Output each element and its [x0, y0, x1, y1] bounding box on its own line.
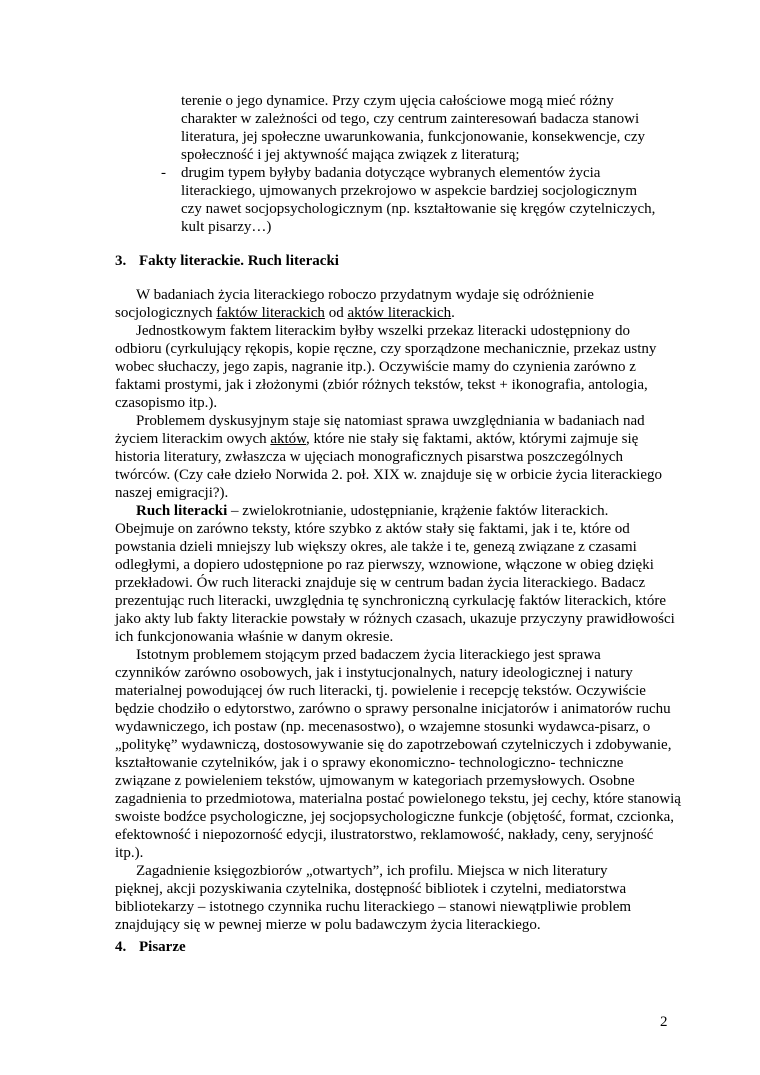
text-line: wydawniczego, ich postaw (np. mecenasostwo), o wzajemne stosunki wydawca-pisarz, o	[115, 719, 651, 735]
text-line: kształtowanie czytelników, jak i o sprawy ekonomiczno- technologiczno- techniczne	[115, 755, 624, 771]
text-line: historia literatury, zwłaszcza w ujęciach monograficznych pisarstwa poszczególnych	[115, 449, 623, 465]
text-line: naszej emigracji?).	[115, 485, 229, 501]
text-line: charakter w zależności od tego, czy centrum zainteresowań badacza stanowi	[181, 111, 640, 127]
text-line: ich funkcjonowania właśnie w danym okresie.	[115, 629, 394, 645]
term-akty: aktów	[270, 431, 307, 447]
text-line: zagadnienia to przedmiotowa, materialna postać powielonego tekstu, jej cechy, które stanowią	[115, 791, 681, 807]
page-number: 2	[660, 1014, 668, 1030]
section-number: 3.	[115, 253, 127, 269]
text-line: Obejmuje on zarówno teksty, które szybko z aktów stały się faktami, jak i te, które od	[115, 521, 630, 537]
text-line	[115, 304, 455, 322]
text-line: Jednostkowym faktem literackim byłby wszelki przekaz literacki udostępniony do	[136, 323, 631, 339]
text-line: będzie chodziło o edytorstwo, zarówno o sprawy personalne inicjatorów i animatorów ruchu	[115, 701, 671, 717]
text-span: życiem literackim owych	[115, 431, 271, 447]
text-line: prezentując ruch literacki, uwzględnia tę synchroniczną cyrkulację faktów literackich, które	[115, 593, 666, 609]
text-line: przekładowi. Ów ruch literacki znajduje się w centrum badan życia literackiego. Badacz	[115, 575, 646, 591]
text-line: terenie o jego dynamice. Przy czym ujęcia całościowe mogą mieć różny	[181, 93, 614, 109]
text-span: od	[324, 305, 348, 321]
term-fakty-literackie: faktów literackich	[216, 305, 325, 321]
text-line: Istotnym problemem stojącym przed badaczem życia literackiego jest sprawa	[136, 647, 601, 663]
text-line: efektowność i niepozorność edycji, ilustratorstwo, reklamowość, nakłady, ceny, seryjność	[115, 827, 654, 843]
text-line: odległymi, a dopiero udostępnione po raz pierwszy, wznowione, włączone w obieg dzięki	[115, 557, 654, 573]
text-line: odbioru (cyrkulujący rękopis, kopie ręczne, czy sporządzone mechanicznie, przekaz ustny	[115, 341, 657, 357]
section-title: Pisarze	[139, 939, 186, 955]
text-span: socjologicznych	[115, 305, 217, 321]
text-line: społeczność i jej aktywność mająca związek z literaturą;	[181, 147, 520, 163]
bullet-marker: -	[161, 165, 166, 181]
text-line: znajdujący się w pewnej mierze w polu badawczym życia literackiego.	[115, 917, 541, 933]
text-line: Zagadnienie księgozbiorów „otwartych”, ich profilu. Miejsca w nich literatury	[136, 863, 608, 879]
text-line: swoiste bodźce psychologiczne, jej socjopsychologiczne funkcje (objętość, format, czcionka,	[115, 809, 674, 825]
text-line: drugim typem byłyby badania dotyczące wybranych elementów życia	[181, 165, 601, 181]
text-line: pięknej, akcji pozyskiwania czytelnika, dostępność bibliotek i czytelni, mediatorstwa	[115, 881, 627, 897]
text-line: itp.).	[115, 845, 144, 861]
term-akty-literackie: aktów literackich	[347, 305, 452, 321]
text-line: literackiego, ujmowanych przekrojowo w aspekcie bardziej socjologicznym	[181, 183, 638, 199]
section-heading-3	[115, 252, 515, 270]
text-line: wobec słuchaczy, jego zapis, nagranie itp.). Oczywiście mamy do czynienia zarówno z	[115, 359, 636, 375]
text-line: powstania dzieli mniejszy lub większy okres, ale także i te, genezą związane z czasami	[115, 539, 637, 555]
text-line: „politykę” wydawniczą, dostosowywanie się do zapotrzebowań czytelniczych i zdobywanie,	[115, 737, 672, 753]
term-ruch-literacki: Ruch literacki	[136, 503, 228, 519]
text-line: związane z powieleniem tekstów, ujmowanym w kategoriach przemysłowych. Osobne	[115, 773, 635, 789]
text-line: czy nawet socjopsychologicznym (np. kształtowanie się kręgów czytelniczych,	[181, 201, 656, 217]
text-span: – zwielokrotnianie, udostępnianie, krążenie faktów literackich.	[227, 503, 609, 519]
text-line: materialnej powodującej ów ruch literacki, tj. powielenie i recepcję tekstów. Oczywiście	[115, 683, 646, 699]
text-line: czasopismo itp.).	[115, 395, 218, 411]
text-line: twórców. (Czy całe dzieło Norwida 2. poł. XIX w. znajduje się w orbicie życia literackiego	[115, 467, 663, 483]
text-line: Problemem dyskusyjnym staje się natomiast sprawa uwzględniania w badaniach nad	[136, 413, 645, 429]
text-line	[136, 502, 608, 520]
section-heading-4	[115, 938, 315, 956]
text-line: literatura, jej społeczne uwarunkowania, funkcjonowanie, konsekwencje, czy	[181, 129, 645, 145]
text-line	[115, 430, 638, 448]
text-line: kult pisarzy…)	[181, 219, 272, 235]
text-line: jako akty lub fakty literackie powstały w różnych czasach, ukazuje przyczyny prawidłowości	[115, 611, 675, 627]
text-line: czynników zarówno osobowych, jak i instytucjonalnych, natury ideologicznej i natury	[115, 665, 633, 681]
text-span: .	[451, 305, 455, 321]
text-line: W badaniach życia literackiego roboczo przydatnym wydaje się odróżnienie	[136, 287, 594, 303]
text-span: , które nie stały się faktami, aktów, którymi zajmuje się	[306, 431, 639, 447]
text-line: faktami prostymi, jak i złożonymi (zbiór różnych tekstów, tekst + ikonografia, antologia,	[115, 377, 648, 393]
section-number: 4.	[115, 939, 127, 955]
section-title: Fakty literackie. Ruch literacki	[139, 253, 339, 269]
text-line: bibliotekarzy – istotnego czynnika ruchu literackiego – stanowi niewątpliwie problem	[115, 899, 632, 915]
